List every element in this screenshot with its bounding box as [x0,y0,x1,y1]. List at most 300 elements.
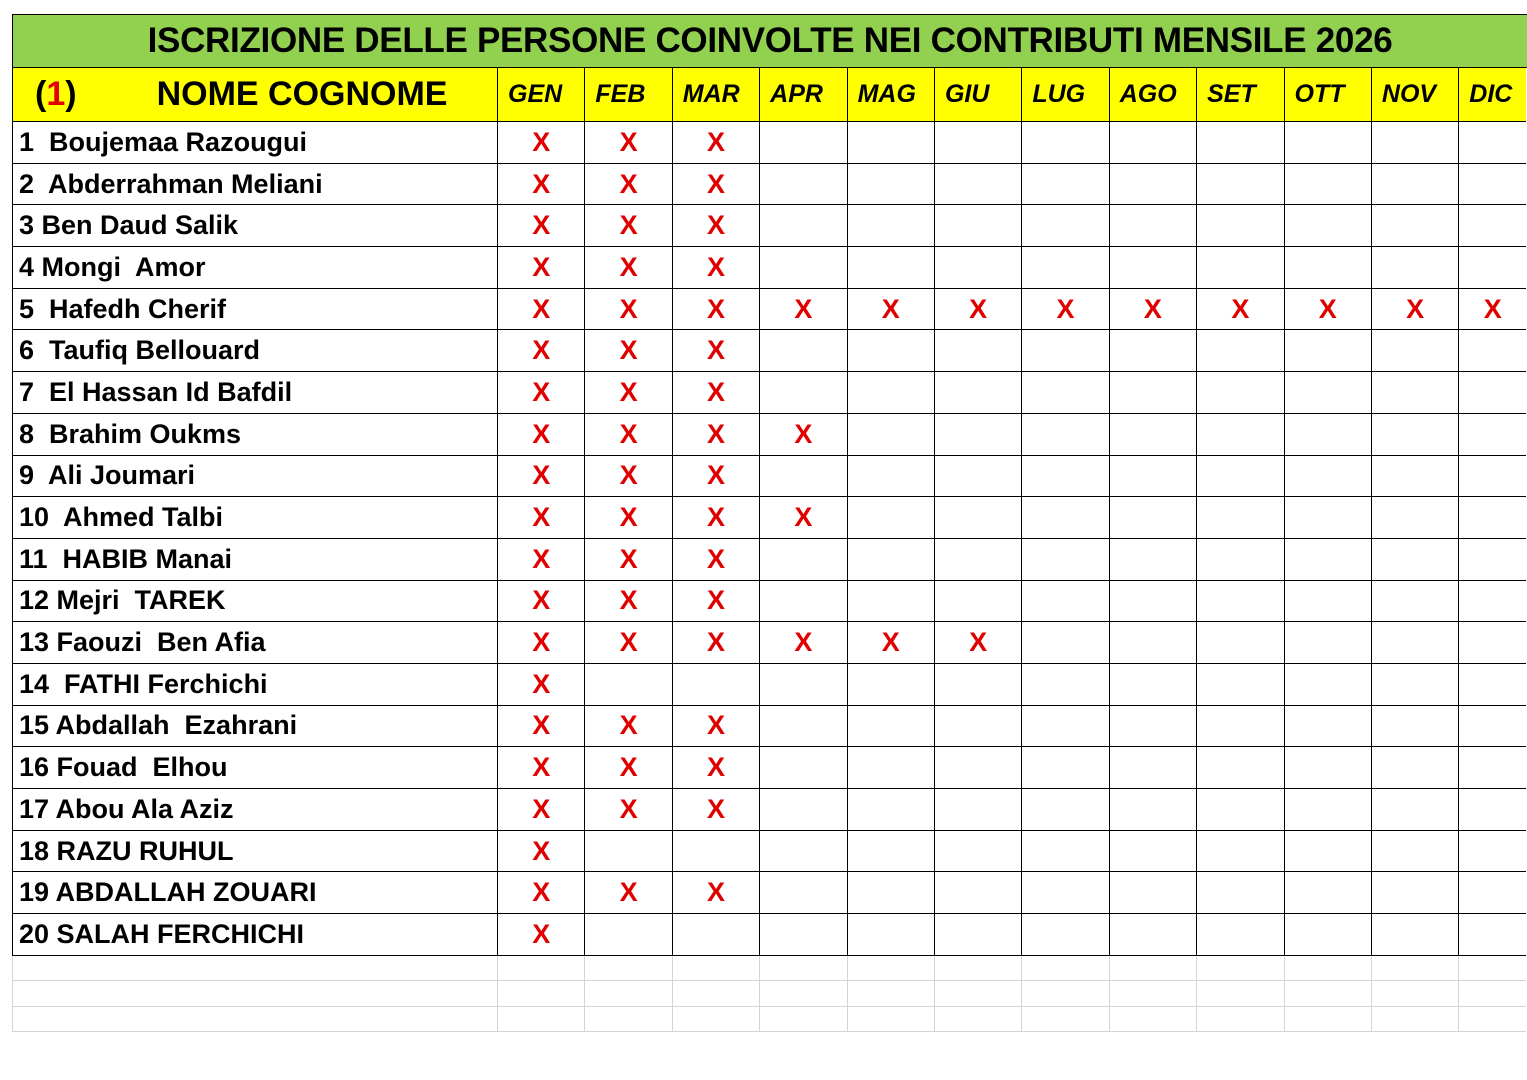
month-cell[interactable] [1372,914,1459,956]
empty-cell[interactable] [673,981,760,1007]
month-cell[interactable] [498,164,585,206]
member-name-cell[interactable]: 5 Hafedh Cherif [12,289,498,331]
month-cell[interactable] [1459,747,1526,789]
month-cell[interactable] [935,372,1022,414]
month-cell[interactable] [935,872,1022,914]
member-name-cell[interactable]: 6 Taufiq Bellouard [12,330,498,372]
month-cell[interactable] [760,914,847,956]
month-cell[interactable] [760,539,847,581]
month-cell[interactable] [935,330,1022,372]
empty-cell[interactable] [1022,956,1109,982]
month-cell[interactable] [1022,747,1109,789]
month-cell[interactable] [760,456,847,498]
month-cell[interactable] [498,706,585,748]
empty-cell[interactable] [585,1007,672,1033]
month-cell[interactable] [673,497,760,539]
month-cell[interactable] [760,581,847,623]
member-name-cell[interactable]: 11 HABIB Manai [12,539,498,581]
month-cell[interactable] [1197,414,1284,456]
month-cell[interactable] [848,164,935,206]
member-name-cell[interactable]: 8 Brahim Oukms [12,414,498,456]
month-cell[interactable] [848,831,935,873]
month-cell[interactable] [1372,789,1459,831]
month-cell[interactable] [1285,706,1372,748]
month-cell[interactable] [673,122,760,164]
month-cell[interactable] [1285,789,1372,831]
empty-cell[interactable] [1110,981,1197,1007]
month-cell[interactable] [760,164,847,206]
month-cell[interactable] [1372,747,1459,789]
empty-cell[interactable] [498,1007,585,1033]
month-cell[interactable] [1285,164,1372,206]
month-cell[interactable] [1022,289,1109,331]
month-cell[interactable] [1285,622,1372,664]
month-cell[interactable] [935,706,1022,748]
month-cell[interactable] [848,247,935,289]
month-cell[interactable] [585,706,672,748]
month-cell[interactable] [1285,414,1372,456]
month-cell[interactable] [1459,622,1526,664]
month-cell[interactable] [1285,330,1372,372]
month-cell[interactable] [1197,289,1284,331]
month-cell[interactable] [1372,372,1459,414]
month-cell[interactable] [1022,872,1109,914]
month-cell[interactable] [585,164,672,206]
month-cell[interactable] [1197,372,1284,414]
month-cell[interactable] [1372,706,1459,748]
month-cell[interactable] [1459,789,1526,831]
month-cell[interactable] [1022,831,1109,873]
month-cell[interactable] [1197,539,1284,581]
month-cell[interactable] [1285,205,1372,247]
month-cell[interactable] [1372,622,1459,664]
empty-cell[interactable] [760,981,847,1007]
month-cell[interactable] [1285,539,1372,581]
month-cell[interactable] [585,247,672,289]
empty-cell[interactable] [1372,956,1459,982]
month-cell[interactable] [1197,622,1284,664]
member-name-cell[interactable]: 1 Boujemaa Razougui [12,122,498,164]
empty-cell[interactable] [498,981,585,1007]
month-cell[interactable] [673,414,760,456]
empty-cell[interactable] [848,956,935,982]
month-cell[interactable] [1110,289,1197,331]
month-cell[interactable] [498,497,585,539]
month-cell[interactable] [760,414,847,456]
month-cell[interactable] [1022,581,1109,623]
month-cell[interactable] [1372,456,1459,498]
month-cell[interactable] [935,914,1022,956]
month-cell[interactable] [848,289,935,331]
empty-cell[interactable] [12,981,498,1007]
empty-cell[interactable] [935,981,1022,1007]
month-cell[interactable] [1285,122,1372,164]
month-cell[interactable] [848,581,935,623]
month-cell[interactable] [498,205,585,247]
empty-cell[interactable] [760,1007,847,1033]
month-cell[interactable] [673,706,760,748]
month-cell[interactable] [1110,414,1197,456]
month-cell[interactable] [848,914,935,956]
month-cell[interactable] [673,372,760,414]
month-cell[interactable] [1459,372,1526,414]
month-cell[interactable] [673,622,760,664]
month-cell[interactable] [1285,247,1372,289]
month-cell[interactable] [1285,872,1372,914]
month-cell[interactable] [1459,706,1526,748]
month-cell[interactable] [935,581,1022,623]
month-cell[interactable] [498,581,585,623]
month-cell[interactable] [1022,539,1109,581]
month-cell[interactable] [1197,330,1284,372]
empty-cell[interactable] [935,956,1022,982]
empty-cell[interactable] [1022,1007,1109,1033]
month-cell[interactable] [848,122,935,164]
month-cell[interactable] [1285,664,1372,706]
empty-cell[interactable] [1285,1007,1372,1033]
month-cell[interactable] [1459,414,1526,456]
month-cell[interactable] [1022,372,1109,414]
member-name-cell[interactable]: 13 Faouzi Ben Afia [12,622,498,664]
month-cell[interactable] [1022,330,1109,372]
month-cell[interactable] [585,581,672,623]
month-cell[interactable] [935,289,1022,331]
month-cell[interactable] [673,539,760,581]
month-cell[interactable] [498,456,585,498]
empty-cell[interactable] [1285,981,1372,1007]
month-cell[interactable] [935,164,1022,206]
month-cell[interactable] [585,664,672,706]
month-cell[interactable] [1022,664,1109,706]
member-name-cell[interactable]: 10 Ahmed Talbi [12,497,498,539]
month-cell[interactable] [1285,747,1372,789]
member-name-cell[interactable]: 20 SALAH FERCHICHI [12,914,498,956]
month-cell[interactable] [1459,914,1526,956]
month-cell[interactable] [848,622,935,664]
month-cell[interactable] [498,247,585,289]
month-cell[interactable] [1285,831,1372,873]
month-cell[interactable] [1372,539,1459,581]
month-cell[interactable] [1459,831,1526,873]
month-cell[interactable] [1110,330,1197,372]
month-cell[interactable] [1372,164,1459,206]
month-cell[interactable] [1372,831,1459,873]
empty-cell[interactable] [12,1007,498,1033]
month-cell[interactable] [1110,539,1197,581]
month-cell[interactable] [935,456,1022,498]
month-cell[interactable] [1372,247,1459,289]
month-cell[interactable] [585,122,672,164]
month-cell[interactable] [1197,872,1284,914]
month-cell[interactable] [935,122,1022,164]
month-cell[interactable] [760,706,847,748]
month-cell[interactable] [585,330,672,372]
month-cell[interactable] [1372,664,1459,706]
month-cell[interactable] [760,789,847,831]
member-name-cell[interactable]: 18 RAZU RUHUL [12,831,498,873]
empty-cell[interactable] [848,1007,935,1033]
month-cell[interactable] [1022,122,1109,164]
month-cell[interactable] [498,747,585,789]
member-name-cell[interactable]: 4 Mongi Amor [12,247,498,289]
month-cell[interactable] [673,581,760,623]
month-cell[interactable] [673,914,760,956]
month-cell[interactable] [848,664,935,706]
month-cell[interactable] [498,664,585,706]
empty-cell[interactable] [1197,956,1284,982]
month-cell[interactable] [673,789,760,831]
month-cell[interactable] [498,289,585,331]
month-cell[interactable] [673,164,760,206]
month-cell[interactable] [1110,247,1197,289]
month-cell[interactable] [848,497,935,539]
empty-cell[interactable] [1372,981,1459,1007]
month-cell[interactable] [1372,330,1459,372]
member-name-cell[interactable]: 16 Fouad Elhou [12,747,498,789]
empty-cell[interactable] [1110,1007,1197,1033]
month-cell[interactable] [1372,872,1459,914]
empty-cell[interactable] [585,956,672,982]
month-cell[interactable] [760,622,847,664]
month-cell[interactable] [585,414,672,456]
month-cell[interactable] [585,872,672,914]
empty-cell[interactable] [1459,1007,1526,1033]
month-cell[interactable] [935,539,1022,581]
empty-cell[interactable] [1022,981,1109,1007]
month-cell[interactable] [760,372,847,414]
empty-cell[interactable] [1372,1007,1459,1033]
empty-cell[interactable] [935,1007,1022,1033]
empty-cell[interactable] [1285,956,1372,982]
month-cell[interactable] [1459,539,1526,581]
month-cell[interactable] [585,914,672,956]
month-cell[interactable] [848,205,935,247]
month-cell[interactable] [673,456,760,498]
month-cell[interactable] [498,122,585,164]
month-cell[interactable] [760,872,847,914]
month-cell[interactable] [1022,497,1109,539]
month-cell[interactable] [1285,456,1372,498]
month-cell[interactable] [585,289,672,331]
empty-cell[interactable] [848,981,935,1007]
month-cell[interactable] [1197,706,1284,748]
month-cell[interactable] [585,831,672,873]
month-cell[interactable] [1197,164,1284,206]
month-cell[interactable] [1285,497,1372,539]
month-cell[interactable] [1110,747,1197,789]
empty-cell[interactable] [1197,1007,1284,1033]
month-cell[interactable] [673,664,760,706]
month-cell[interactable] [1022,914,1109,956]
month-cell[interactable] [585,789,672,831]
month-cell[interactable] [585,497,672,539]
month-cell[interactable] [498,330,585,372]
month-cell[interactable] [1197,456,1284,498]
month-cell[interactable] [1285,289,1372,331]
empty-cell[interactable] [1459,956,1526,982]
month-cell[interactable] [760,122,847,164]
month-cell[interactable] [848,539,935,581]
month-cell[interactable] [935,831,1022,873]
month-cell[interactable] [848,872,935,914]
month-cell[interactable] [1110,831,1197,873]
month-cell[interactable] [760,247,847,289]
month-cell[interactable] [1022,247,1109,289]
month-cell[interactable] [1197,205,1284,247]
month-cell[interactable] [935,622,1022,664]
month-cell[interactable] [1459,205,1526,247]
month-cell[interactable] [1197,747,1284,789]
empty-cell[interactable] [498,956,585,982]
month-cell[interactable] [760,831,847,873]
month-cell[interactable] [1110,914,1197,956]
month-cell[interactable] [848,414,935,456]
month-cell[interactable] [498,622,585,664]
empty-cell[interactable] [673,956,760,982]
month-cell[interactable] [1197,914,1284,956]
month-cell[interactable] [498,831,585,873]
month-cell[interactable] [673,831,760,873]
month-cell[interactable] [1110,456,1197,498]
month-cell[interactable] [1197,497,1284,539]
month-cell[interactable] [1110,581,1197,623]
month-cell[interactable] [935,205,1022,247]
month-cell[interactable] [1372,497,1459,539]
month-cell[interactable] [1022,414,1109,456]
month-cell[interactable] [1372,289,1459,331]
month-cell[interactable] [760,664,847,706]
month-cell[interactable] [935,747,1022,789]
empty-cell[interactable] [585,981,672,1007]
month-cell[interactable] [673,747,760,789]
empty-cell[interactable] [12,956,498,982]
month-cell[interactable] [498,872,585,914]
month-cell[interactable] [498,539,585,581]
month-cell[interactable] [1022,205,1109,247]
month-cell[interactable] [1459,581,1526,623]
month-cell[interactable] [1459,247,1526,289]
month-cell[interactable] [1459,664,1526,706]
month-cell[interactable] [1372,414,1459,456]
month-cell[interactable] [1372,205,1459,247]
month-cell[interactable] [935,247,1022,289]
month-cell[interactable] [848,789,935,831]
month-cell[interactable] [498,914,585,956]
member-name-cell[interactable]: 7 El Hassan Id Bafdil [12,372,498,414]
month-cell[interactable] [848,330,935,372]
member-name-cell[interactable]: 17 Abou Ala Aziz [12,789,498,831]
month-cell[interactable] [935,414,1022,456]
month-cell[interactable] [1459,164,1526,206]
month-cell[interactable] [1459,289,1526,331]
month-cell[interactable] [1459,872,1526,914]
month-cell[interactable] [935,789,1022,831]
month-cell[interactable] [1110,497,1197,539]
month-cell[interactable] [1197,664,1284,706]
month-cell[interactable] [585,205,672,247]
member-name-cell[interactable]: 9 Ali Joumari [12,456,498,498]
month-cell[interactable] [1110,789,1197,831]
month-cell[interactable] [1459,456,1526,498]
month-cell[interactable] [498,372,585,414]
month-cell[interactable] [1459,330,1526,372]
member-name-cell[interactable]: 14 FATHI Ferchichi [12,664,498,706]
member-name-cell[interactable]: 2 Abderrahman Meliani [12,164,498,206]
month-cell[interactable] [585,372,672,414]
member-name-cell[interactable]: 19 ABDALLAH ZOUARI [12,872,498,914]
month-cell[interactable] [585,539,672,581]
month-cell[interactable] [1022,622,1109,664]
empty-cell[interactable] [760,956,847,982]
month-cell[interactable] [498,414,585,456]
month-cell[interactable] [848,456,935,498]
paid-mark: X [619,502,638,533]
month-cell[interactable] [1197,789,1284,831]
month-cell[interactable] [1197,581,1284,623]
month-cell[interactable] [848,706,935,748]
empty-cell[interactable] [1197,981,1284,1007]
month-cell[interactable] [1459,122,1526,164]
month-cell[interactable] [673,330,760,372]
month-cell[interactable] [760,289,847,331]
month-cell[interactable] [935,664,1022,706]
month-cell[interactable] [673,205,760,247]
month-cell[interactable] [1459,497,1526,539]
month-cell[interactable] [585,747,672,789]
month-cell[interactable] [760,330,847,372]
empty-cell[interactable] [1459,981,1526,1007]
empty-cell[interactable] [1110,956,1197,982]
month-cell[interactable] [935,497,1022,539]
member-name-cell[interactable]: 12 Mejri TAREK [12,581,498,623]
month-cell[interactable] [673,872,760,914]
month-cell[interactable] [1285,581,1372,623]
month-cell[interactable] [1110,122,1197,164]
month-cell[interactable] [1372,122,1459,164]
member-name-cell[interactable]: 3 Ben Daud Salik [12,205,498,247]
month-cell[interactable] [760,747,847,789]
month-cell[interactable] [1022,706,1109,748]
month-cell[interactable] [1372,581,1459,623]
month-cell[interactable] [1285,914,1372,956]
month-cell[interactable] [498,789,585,831]
month-cell[interactable] [673,247,760,289]
month-cell[interactable] [1110,622,1197,664]
month-cell[interactable] [1197,122,1284,164]
month-cell[interactable] [1197,831,1284,873]
month-cell[interactable] [848,747,935,789]
month-cell[interactable] [1285,372,1372,414]
month-cell[interactable] [1110,706,1197,748]
month-cell[interactable] [1110,205,1197,247]
month-cell[interactable] [1022,164,1109,206]
month-cell[interactable] [585,622,672,664]
member-name-cell[interactable]: 15 Abdallah Ezahrani [12,706,498,748]
month-cell[interactable] [1022,789,1109,831]
month-cell[interactable] [1110,664,1197,706]
month-cell[interactable] [1110,164,1197,206]
empty-cell[interactable] [673,1007,760,1033]
month-cell[interactable] [585,456,672,498]
month-cell[interactable] [1022,456,1109,498]
month-cell[interactable] [1197,247,1284,289]
month-cell[interactable] [760,205,847,247]
month-cell[interactable] [673,289,760,331]
month-cell[interactable] [760,497,847,539]
month-cell[interactable] [1110,872,1197,914]
month-cell[interactable] [1110,372,1197,414]
month-cell[interactable] [848,372,935,414]
